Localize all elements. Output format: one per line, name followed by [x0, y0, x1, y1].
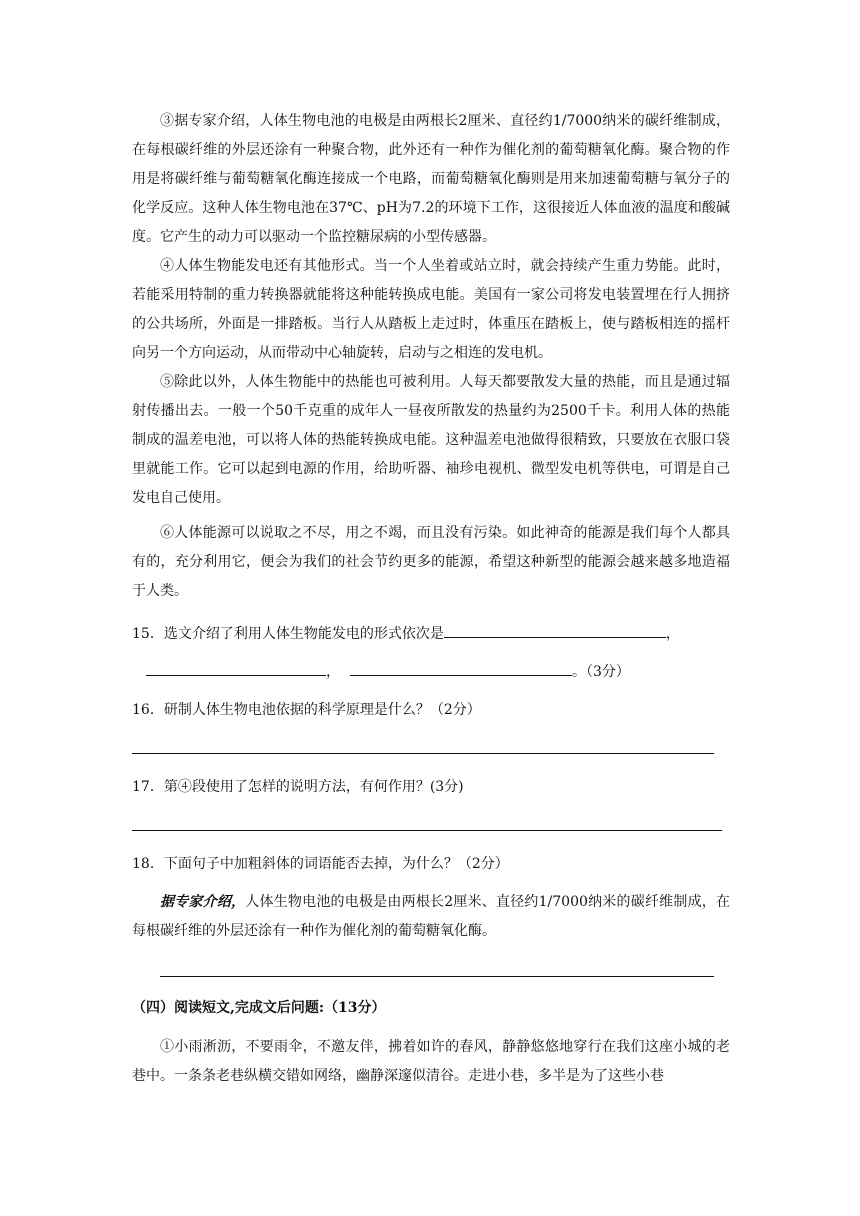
paragraph-6: ⑥人体能源可以说取之不尽，用之不竭，而且没有污染。如此神奇的能源是我们每个人都具有的，充分利用它，便会为我们的社会节约更多的能源，希望这种新型的能源会越来越多地造福于人类。	[132, 525, 730, 599]
question-15	[132, 622, 680, 645]
paragraph-3: ③据专家介绍，人体生物电池的电极是由两根长2厘米、直径约1/7000纳米的碳纤维制成，在每根碳纤维的外层还涂有一种聚合物，此外还有一种作为催化剂的葡萄糖氧化酶。聚合物的作用是将碳纤维与葡萄糖氧化酶连接成一个电路，而葡萄糖氧化酶则是用来加速葡萄糖与氧分子的化学反应。这种人体生物电池在37℃、pH为7.2的环境下工作，这很接近人体血液的温度和酸碱度。它产生的动力可以驱动一个监控糖尿病的小型传感器。	[132, 113, 730, 245]
question-15-sep1: ，	[665, 626, 680, 642]
question-15-sep2: ，	[326, 664, 340, 680]
answer-line-17[interactable]	[132, 830, 722, 831]
answer-blank-15a[interactable]	[444, 622, 666, 638]
paragraph-4: ④人体生物能发电还有其他形式。当一个人坐着或站立时，就会持续产生重力势能。此时，若能采用特制的重力转换器就能将这种能转换成电能。美国有一家公司将发电装置埋在行人拥挤的公共场所，外面是一排踏板。当行人从踏板上走过时，体重压在踏板上，使与踏板相连的摇杆向另一个方向运动，从而带动中心轴旋转，启动与之相连的发电机。	[132, 258, 730, 361]
answer-line-18[interactable]	[160, 976, 714, 977]
paragraph-5: ⑤除此以外，人体生物能中的热能也可被利用。人每天都要散发大量的热能，而且是通过辐射传播出去。一般一个50千克重的成年人一昼夜所散发的热量约为2500千卡。利用人体的热能制成的温差电池，可以将人体的热能转换成电能。这种温差电池做得很精致，只要放在衣服口袋里就能工作。它可以起到电源的作用，给助听器、袖珍电视机、微型发电机等供电，可谓是自己发电自己使用。	[132, 374, 730, 506]
question-18-quote	[132, 888, 730, 946]
question-17: 17．第④段使用了怎样的说明方法，有何作用？(3分)	[132, 779, 464, 795]
section-4-paragraph-1: ①小雨淅沥，不要雨伞，不邀友伴，拂着如许的春风，静静悠悠地穿行在我们这座小城的老巷中。一条条老巷纵横交错如网络，幽静深邃似清谷。走进小巷，多半是为了这些小巷	[132, 1039, 730, 1084]
quote-bold-italic-phrase: 据专家介绍，	[160, 894, 246, 910]
section-4-heading: （四）阅读短文,完成文后问题:（13分）	[132, 1000, 386, 1016]
question-18: 18．下面句子中加粗斜体的词语能否去掉，为什么？（2分）	[132, 856, 509, 872]
answer-line-16[interactable]	[132, 753, 714, 754]
answer-blank-15b[interactable]	[146, 660, 326, 676]
question-15-text: 15．选文介绍了利用人体生物能发电的形式依次是	[132, 626, 444, 642]
question-15-end: 。（3分）	[572, 664, 630, 680]
question-15-line2	[146, 660, 630, 683]
answer-blank-15c[interactable]	[350, 660, 572, 676]
quote-rest: 人体生物电池的电极是由两根长2厘米、直径约1/7000纳米的碳纤维制成，在每根碳纤维的外层还涂有一种作为催化剂的葡萄糖氧化酶。	[132, 894, 730, 939]
question-16: 16．研制人体生物电池依据的科学原理是什么？（2分）	[132, 702, 481, 718]
